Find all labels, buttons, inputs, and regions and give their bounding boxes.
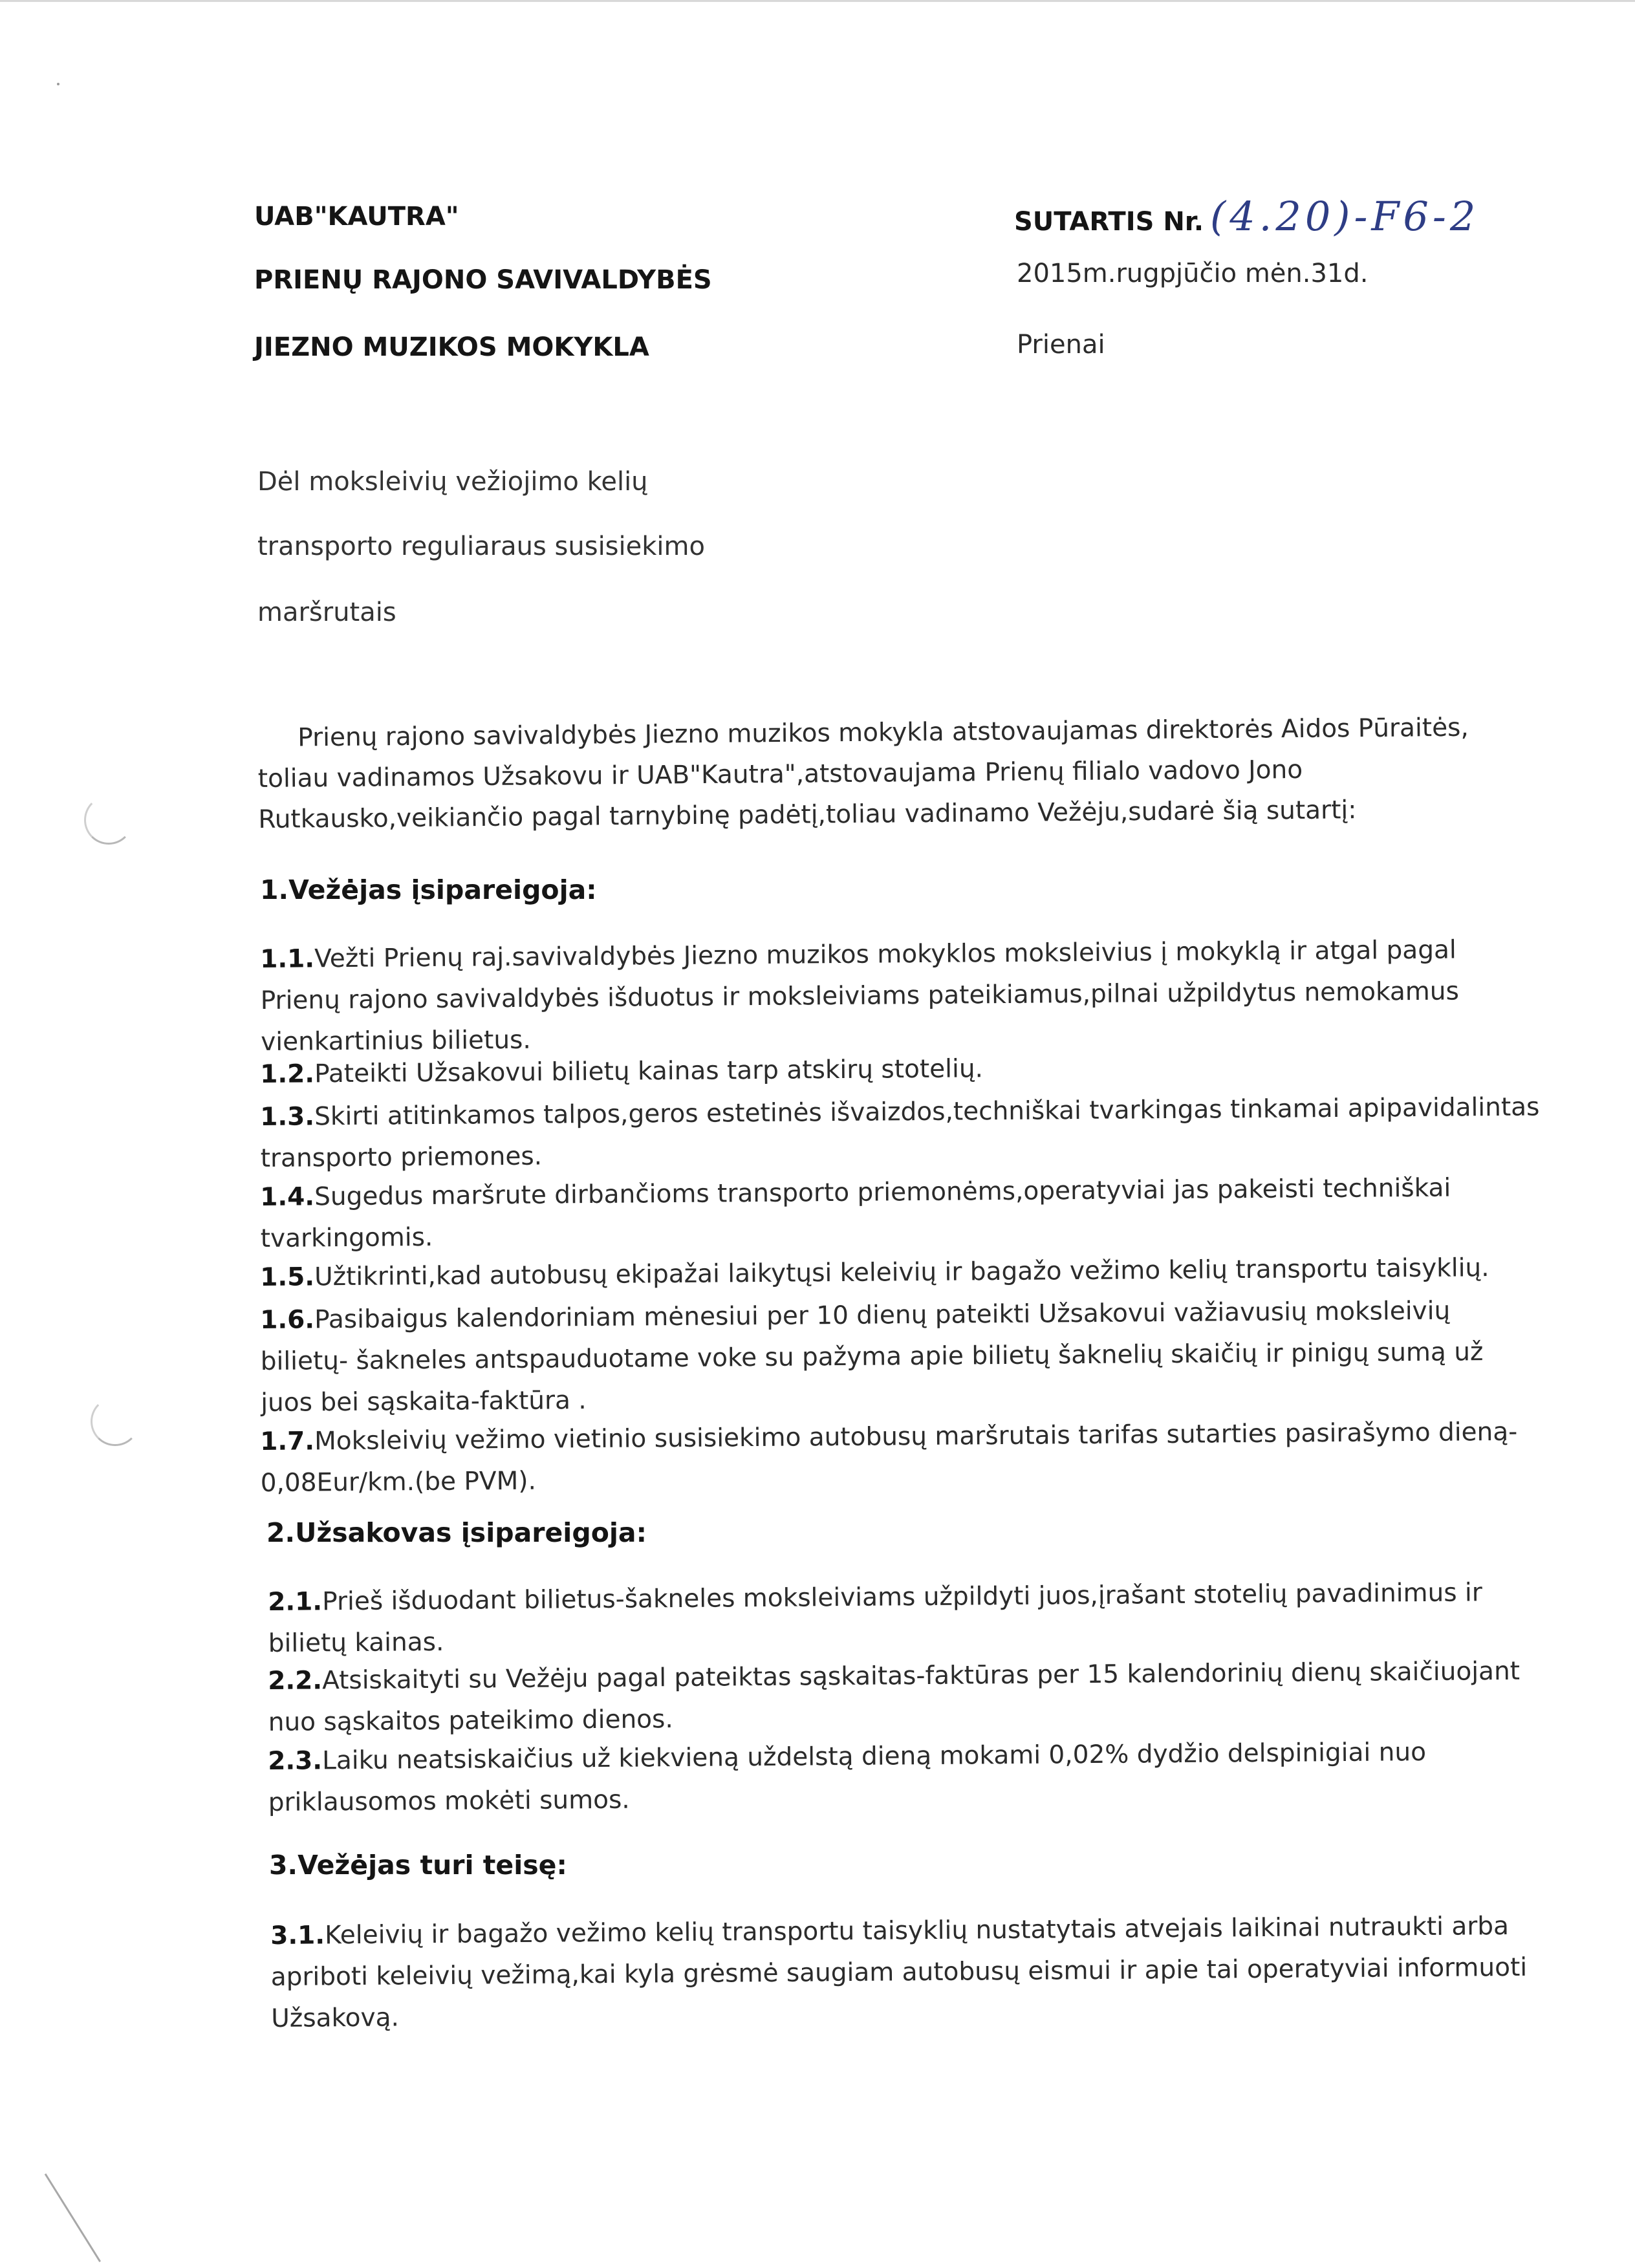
clause-text: transporto priemones.: [260, 1141, 543, 1173]
clause-text: Užtikrinti,kad autobusų ekipažai laikytųsi keleivių ir bagažo vežimo kelių transportu taisyklių.: [314, 1253, 1489, 1292]
clause-number: 1.4.: [260, 1182, 315, 1212]
clause-1-3: [260, 1086, 1548, 1180]
clause-text: tvarkingomis.: [260, 1222, 433, 1253]
clause-number: 1.3.: [260, 1102, 315, 1132]
scan-edge: [0, 0, 1635, 2]
clause-number: 3.1.: [270, 1921, 325, 1950]
clause-text: Moksleivių vežimo vietinio susisiekimo autobusų maršrutais tarifas sutarties pasirašymo dieną-: [314, 1417, 1518, 1456]
intro-line: Rutkausko,veikiančio pagal tarnybinę padėtį,toliau vadinamo Vežėju,sudarė šią sutartį:: [258, 795, 1357, 834]
clause-text: Pasibaigus kalendoriniam mėnesiui per 10 dienų pateikti Užsakovui važiavusių moksleivių: [314, 1296, 1451, 1335]
clause-text: Užsakovą.: [271, 2003, 400, 2033]
clause-2-3: [268, 1731, 1555, 1824]
clause-text: vienkartinius bilietus.: [261, 1025, 531, 1057]
clause-1-1: [260, 929, 1548, 1063]
clause-number: 1.5.: [260, 1262, 315, 1292]
section-title: 3.Vežėjas turi teisę:: [269, 1850, 567, 1881]
clause-text: apriboti keleivių vežimą,kai kyla grėsmė saugiam autobusų eismui ir apie tai operatyviai informuoti: [270, 1952, 1528, 1992]
intro-line: toliau vadinamos Užsakovu ir UAB"Kautra",atstovaujama Prienų filialo vadovo Jono: [257, 755, 1303, 794]
municipality-name: PRIENŲ RAJONO SAVIVALDYBĖS: [254, 265, 712, 295]
company-name: UAB"KAUTRA": [254, 202, 459, 232]
subject-line: transporto reguliaraus susisiekimo: [257, 532, 705, 561]
clause-2-1: [268, 1571, 1555, 1665]
subject-line: maršrutais: [257, 598, 396, 627]
clause-text: bilietų- šakneles antspauduotame voke su pažyma apie bilietų šaknelių skaičių ir pinigų sumą už: [260, 1337, 1484, 1376]
section-title: 1.Vežėjas įsipareigoja:: [260, 874, 597, 905]
scan-artifact-line: [45, 2174, 101, 2262]
scan-speck: [57, 83, 60, 85]
clause-text: Pateikti Užsakovui bilietų kainas tarp atskirų stotelių.: [314, 1054, 984, 1089]
clause-1-6: [260, 1290, 1548, 1424]
contract-place: Prienai: [1017, 330, 1105, 360]
clause-text: juos bei sąskaita-faktūra .: [261, 1386, 587, 1418]
section-title: 2.Užsakovas įsipareigoja:: [266, 1517, 647, 1548]
clause-text: nuo sąskaitos pateikimo dienos.: [268, 1705, 673, 1737]
clause-1-4: [260, 1167, 1548, 1260]
clause-text: Prieš išduodant bilietus-šakneles moksleiviams užpildyti juos,įrašant stotelių pavadinimus ir: [321, 1578, 1483, 1617]
subject-line: Dėl moksleivių vežiojimo kelių: [257, 467, 648, 497]
clause-1-7: [260, 1411, 1548, 1504]
punch-hole-mark: [84, 795, 133, 845]
clause-number: 1.7.: [260, 1427, 315, 1456]
clause-3-1: [270, 1905, 1558, 2040]
clause-number: 2.2.: [268, 1666, 323, 1696]
clause-number: 2.1.: [268, 1587, 323, 1617]
school-name: JIEZNO MUZIKOS MOKYKLA: [254, 332, 649, 362]
contract-date: 2015m.rugpjūčio mėn.31d.: [1017, 259, 1369, 288]
clause-number: 1.6.: [260, 1305, 315, 1335]
contract-label: SUTARTIS Nr.: [1014, 207, 1204, 237]
intro-paragraph: [257, 707, 1475, 840]
clause-text: Prienų rajono savivaldybės išduotus ir moksleiviams pateikiamus,pilnai užpildytus nemokamus: [260, 977, 1460, 1015]
clause-number: 2.3.: [268, 1746, 323, 1776]
clause-text: priklausomos mokėti sumos.: [268, 1785, 630, 1817]
clause-text: Atsiskaityti su Vežėju pagal pateiktas sąskaitas-faktūras per 15 kalendorinių dienų skaičiuojant: [321, 1656, 1521, 1696]
clause-text: bilietų kainas.: [268, 1627, 444, 1658]
clause-text: Laiku neatsiskaičius už kiekvieną uždelstą dieną mokami 0,02% dydžio delspinigiai nuo: [321, 1737, 1427, 1776]
clause-number: 1.1.: [260, 944, 315, 974]
clause-2-2: [268, 1650, 1555, 1744]
clause-text: Skirti atitinkamos talpos,geros estetinės išvaizdos,techniškai tvarkingas tinkamai apipavidalintas: [314, 1092, 1540, 1132]
clause-number: 1.2.: [260, 1059, 315, 1089]
contract-number: [1014, 193, 1479, 240]
clause-text: Keleivių ir bagažo vežimo kelių transportu taisyklių nustatytais atvejais laikinai nutraukti arba: [324, 1911, 1510, 1950]
punch-hole-mark: [91, 1397, 140, 1446]
clause-text: Sugedus maršrute dirbančioms transporto priemonėms,operatyviai jas pakeisti techniškai: [314, 1173, 1451, 1212]
handwritten-contract-number: (4.20)-F6-2: [1210, 193, 1480, 240]
clause-text: Vežti Prienų raj.savivaldybės Jiezno muzikos mokyklos moksleivius į mokyklą ir atgal pagal: [314, 935, 1456, 974]
clause-text: 0,08Eur/km.(be PVM).: [260, 1466, 537, 1498]
intro-line: Prienų rajono savivaldybės Jiezno muzikos mokykla atstovaujamas direktorės Aidos Pūraitės,: [298, 713, 1469, 753]
